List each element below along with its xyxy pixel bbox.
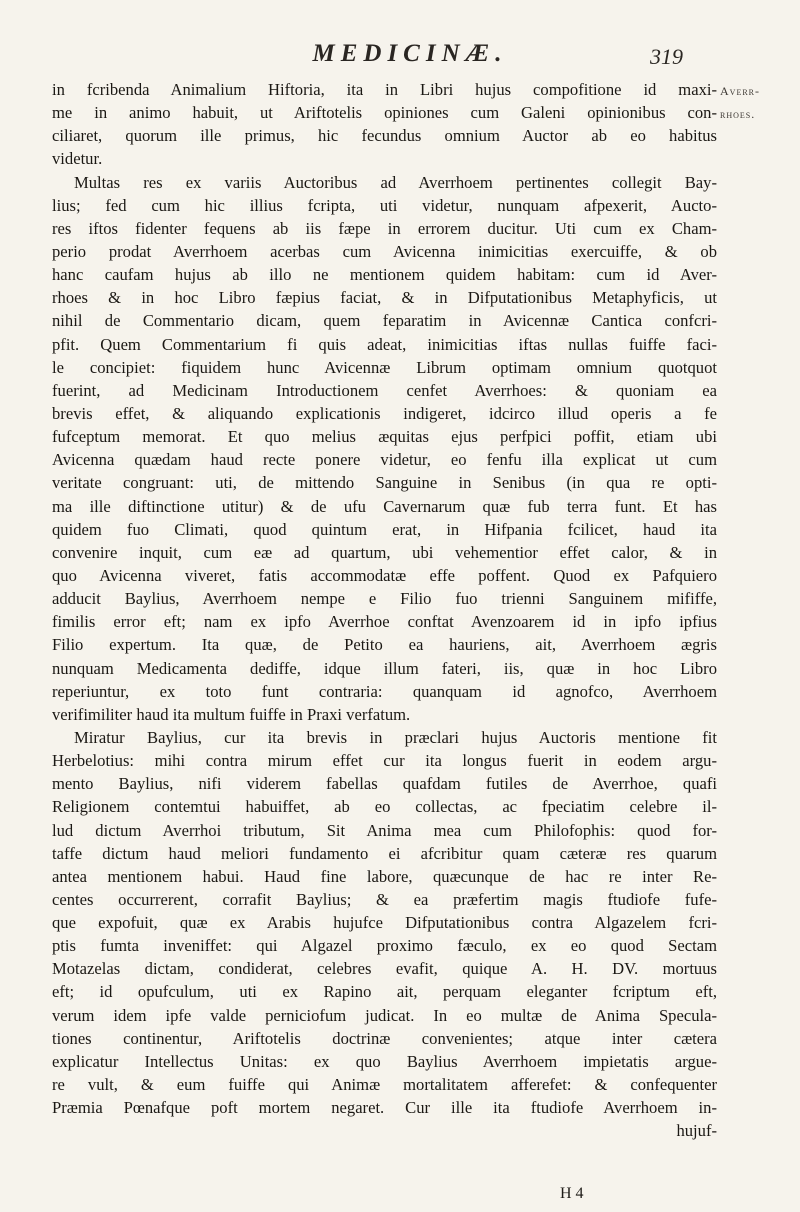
text-line: fufceptum memorat. Et quo melius æquitas ejus perfpici poffit, etiam ubi	[52, 427, 717, 447]
text-line: nihil de Commentario dicam, quem feparatim in Avicennæ Cantica confcri-	[52, 311, 717, 331]
text-line: perio prodat Averrhoem acerbas cum Avicenna inimicitias exercuiffe, & ob	[52, 241, 717, 261]
text-line: pfit. Quem Commentarium fi quis adeat, inimicitias iftas nullas fuiffe faci-	[52, 334, 717, 354]
marginal-note	[720, 80, 798, 126]
body-text	[52, 78, 717, 1142]
text-line: me in animo habuit, ut Ariftotelis opiniones cum Galeni opinionibus con-	[52, 103, 717, 123]
text-line: videtur.	[52, 149, 103, 169]
text-line: mento Baylius, nifi viderem fabellas quafdam futiles de Averrhoe, quafi	[52, 774, 717, 794]
text-line: centes occurrerent, corrafit Baylius; & ea præfertim magis ftudiofe fufe-	[52, 889, 717, 909]
text-line: Religionem contemtui habuiffet, ab eo collectas, ac fpeciatim celebre il-	[52, 797, 717, 817]
text-line: lius; fed cum hic illius fcripta, uti videtur, nunquam afpexerit, Aucto-	[52, 195, 717, 215]
text-line: convenire inquit, cum eæ ad quartum, ubi vehementior effet calor, & in	[52, 542, 717, 562]
catchword: hujuf-	[676, 1121, 717, 1141]
text-line: adducit Baylius, Averrhoem nempe e Filio fuo trienni Sanguinem mififfe,	[52, 589, 717, 609]
text-line: eft; id opufculum, uti ex Rapino ait, perquam eleganter fcriptum eft,	[52, 982, 717, 1002]
text-line: Miratur Baylius, cur ita brevis in præclari hujus Auctoris mentione fit	[74, 727, 717, 747]
text-line: Præmia Pœnafque poft mortem negaret. Cur ille ita ftudiofe Averrhoem in-	[52, 1098, 717, 1118]
text-line: Motazelas dictam, condiderat, celebres evafit, quique A. H. DV. mortuus	[52, 959, 717, 979]
text-line: Avicenna quædam haud recte ponere videtur, eo fenfu illa explicat ut cum	[52, 450, 717, 470]
text-line: ma ille diftinctione utitur) & de ufu Cavernarum quæ fub terra funt. Et has	[52, 496, 717, 516]
text-line: veritate congruant: uti, de mittendo Sanguine in Senibus (in qua re opti-	[52, 473, 717, 493]
text-line: explicatur Intellectus Unitas: ex quo Baylius Averrhoem impietatis argue-	[52, 1051, 717, 1071]
text-line: nunquam Medicamenta dediffe, idque illum fateri, iis, quæ in hoc Libro	[52, 658, 717, 678]
text-line: antea mentionem habui. Haud fine labore, quæcunque de hac re inter Re-	[52, 866, 717, 886]
text-line: fuerint, ad Medicinam Introductionem cenfet Averrhoes: & quoniam ea	[52, 380, 717, 400]
text-line: reperiuntur, ex toto funt contraria: quanquam id agnofco, Averrhoem	[52, 681, 717, 701]
text-line: re vult, & eum fuiffe qui Animæ mortalitatem afferefet: & confequenter	[52, 1075, 717, 1095]
page-number: 319	[650, 44, 683, 69]
text-line: res iftos fidenter fequens ab iis fæpe in errorem ducitur. Uti cum ex Cham-	[52, 218, 717, 238]
text-line: taffe dictum haud meliori fundamento ei afcribitur quam cæteræ res quarum	[52, 843, 717, 863]
text-line: hanc caufam hujus ab illo ne mentionem quidem habitam: cum id Aver-	[52, 265, 717, 285]
text-line: brevis effet, & aliquando explicationis indigeret, idcirco illud operis a fe	[52, 403, 717, 423]
text-line: ciliaret, quorum ille primus, hic fecundus omnium Auctor ab eo habitus	[52, 126, 717, 146]
text-line: ptis fumta inveniffet: qui Algazel proximo fæculo, ex eo quod Sectam	[52, 936, 717, 956]
marginal-note-line: Averr-	[720, 84, 760, 98]
text-line: in fcribenda Animalium Hiftoria, ita in Libri hujus compofitione id maxi-	[52, 80, 717, 99]
text-line: quo Avicenna viveret, fatis accommodatæ effe poffent. Quod ex Pafquiero	[52, 565, 717, 585]
text-line: lud dictum Averrhoi tributum, Sit Anima mea cum Philofophis: quod for-	[52, 820, 717, 840]
text-line: Filio expertum. Ita quæ, de Petito ea hauriens, ait, Averrhoem ægris	[52, 635, 717, 655]
text-line: que expofuit, quæ ex Arabis hujufce Difputationibus contra Algazelem fcri-	[52, 913, 717, 933]
text-line: tiones continentur, Ariftotelis doctrinæ convenientes; atque inter cætera	[52, 1028, 717, 1048]
signature-mark: H 4	[560, 1185, 584, 1202]
text-line: le concipiet: fiquidem hunc Avicennæ Librum optimam omnium quotquot	[52, 357, 717, 377]
running-head: MEDICINÆ.	[312, 40, 508, 67]
text-line: fimilis error eft; nam ex ipfo Averrhoe conftat Avenzoarem id in ipfo ipfius	[52, 612, 717, 632]
text-line: Herbelotius: mihi contra mirum effet cur ita longus fuerit in eodem argu-	[52, 751, 717, 771]
text-line: verifimiliter haud ita multum fuiffe in Praxi verfatum.	[52, 704, 411, 724]
text-line: rhoes & in hoc Libro fæpius faciat, & in Difputationibus Metaphyficis, ut	[52, 288, 717, 308]
marginal-note-line: rhoes.	[720, 107, 756, 121]
page-header	[0, 40, 800, 76]
text-line: verum idem ipfe valde perniciofum judicat. In eo multæ de Anima Specula-	[52, 1005, 717, 1025]
text-line: quidem fuo Climati, quod quintum erat, in Hifpania fcilicet, haud ita	[52, 519, 717, 539]
text-line: Multas res ex variis Auctoribus ad Averrhoem pertinentes collegit Bay-	[74, 172, 717, 192]
